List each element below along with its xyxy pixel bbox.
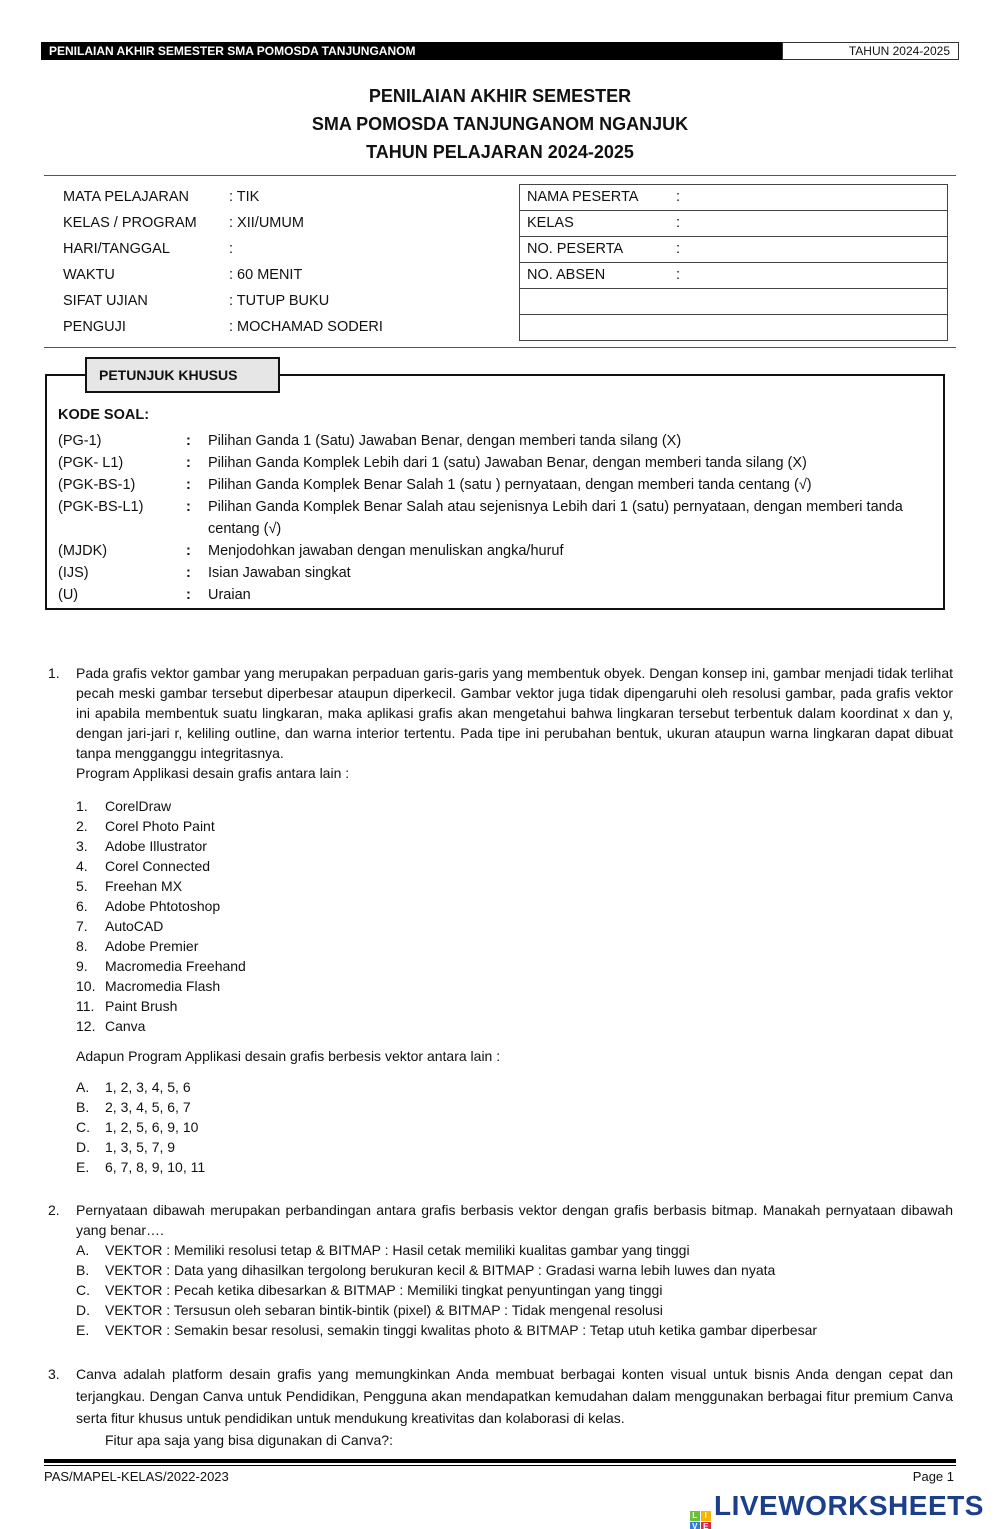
field-colon: : [676,215,681,231]
item-text: 1, 2, 5, 6, 9, 10 [105,1119,199,1135]
item-text: Freehan MX [105,878,183,894]
question-prompt: Adapun Program Applikasi desain grafis berbesis vektor antara lain : [76,1048,501,1064]
list-item [76,896,953,916]
item-text: AutoCAD [105,918,164,934]
list-item [76,916,953,936]
item-text: VEKTOR : Data yang dihasilkan tergolong berukuran kecil & BITMAP : Gradasi warna lebih luwes dan nyata [105,1262,776,1278]
item-marker: C. [76,1119,90,1135]
info-label: WAKTU [63,267,115,283]
participant-absen-field[interactable] [520,263,947,289]
sep: : [186,565,191,581]
list-item [76,816,953,836]
item-marker: E. [76,1159,90,1175]
sep: : [186,433,191,449]
list-item [76,836,953,856]
doc-title-2: SMA POMOSDA TANJUNGANOM NGANJUK [311,114,689,134]
item-marker: 4. [76,858,88,874]
code-text: Pilihan Ganda 1 (Satu) Jawaban Benar, dengan memberi tanda silang (X) [208,433,682,449]
footer-rule [44,1459,956,1463]
item-text: Corel Photo Paint [105,818,215,834]
item-marker: C. [76,1282,90,1298]
field-colon: : [676,189,681,205]
field-colon: : [676,267,681,283]
item-text: 1, 2, 3, 4, 5, 6 [105,1079,191,1095]
answer-options [76,1240,953,1340]
code-text: Isian Jawaban singkat [208,565,351,581]
doc-title-3: TAHUN PELAJARAN 2024-2025 [366,142,634,162]
code: (MJDK) [58,543,108,559]
item-marker: 1. [76,798,88,814]
info-value: : XII/UMUM [229,215,304,231]
code-text: Pilihan Ganda Komplek Benar Salah atau sejenisnya Lebih dari 1 (satu) pernyataan, dengan memberi tanda centang (√) [208,499,903,537]
code-text: Pilihan Ganda Komplek Lebih dari 1 (satu) Jawaban Benar, dengan memberi tanda silang (X) [208,455,807,471]
answer-option[interactable] [76,1260,953,1280]
app-list [76,796,953,1036]
item-text: 1, 3, 5, 7, 9 [105,1139,176,1155]
code-heading: KODE SOAL: [58,407,150,423]
empty-field[interactable] [520,315,947,341]
code: (PG-1) [58,433,102,449]
question-text: Program Applikasi desain grafis antara lain : [76,765,350,781]
logo-letter: E [701,1522,711,1529]
field-colon: : [676,241,681,257]
answer-option[interactable] [76,1077,953,1097]
item-marker: A. [76,1079,90,1095]
item-marker: 3. [76,838,88,854]
answer-option[interactable] [76,1280,953,1300]
list-item [76,1016,953,1036]
item-marker: B. [76,1262,90,1278]
item-text: VEKTOR : Memiliki resolusi tetap & BITMAP : Hasil cetak memiliki kualitas gambar yang tinggi [105,1242,690,1258]
item-marker: D. [76,1139,90,1155]
footer-rule [44,1465,956,1466]
question-2 [48,1200,953,1340]
item-marker: 12. [76,1018,96,1034]
question-text: Pernyataan dibawah merupakan perbandingan antara grafis berbasis vektor dengan grafis berbasis bitmap. Manakah pernyataan dibawah yang benar…. [76,1202,953,1238]
info-label: MATA PELAJARAN [63,189,189,205]
doc-title-1: PENILAIAN AKHIR SEMESTER [368,86,632,106]
logo-squares-icon [690,1511,711,1529]
code: (PGK-BS-L1) [58,499,144,515]
liveworksheets-logo[interactable] [690,1490,984,1529]
item-marker: D. [76,1302,90,1318]
item-text: CorelDraw [105,798,172,814]
participant-name-field[interactable] [520,185,947,211]
item-text: Macromedia Freehand [105,958,246,974]
list-item [76,976,953,996]
item-text: 6, 7, 8, 9, 10, 11 [105,1159,206,1175]
item-marker: 8. [76,938,88,954]
sep: : [186,499,191,515]
sep: : [186,543,191,559]
code: (U) [58,587,79,603]
question-number: 2. [48,1202,60,1218]
footer-page: Page 1 [912,1469,954,1484]
item-text: VEKTOR : Semakin besar resolusi, semakin tinggi kwalitas photo & BITMAP : Tetap utuh ketika gambar diperbesar [105,1322,818,1338]
header-year: TAHUN 2024-2025 [782,42,959,60]
sep: : [186,477,191,493]
field-label: NAMA PESERTA [527,189,639,205]
info-value: : TUTUP BUKU [229,293,330,309]
sep: : [186,587,191,603]
info-value: : [229,241,234,257]
question-3 [48,1363,953,1451]
logo-letter: V [690,1522,700,1529]
code-text: Menjodohkan jawaban dengan menuliskan angka/huruf [208,543,564,559]
empty-field[interactable] [520,289,947,315]
code: (IJS) [58,565,89,581]
item-marker: 11. [76,998,95,1014]
list-item [76,956,953,976]
item-text: Corel Connected [105,858,211,874]
item-text: Paint Brush [105,998,178,1014]
question-1 [48,663,953,1177]
item-text: Macromedia Flash [105,978,221,994]
item-marker: 9. [76,958,88,974]
item-text: VEKTOR : Pecah ketika dibesarkan & BITMAP : Memiliki tingkat penyuntingan yang tinggi [105,1282,663,1298]
answer-options [76,1077,953,1177]
info-label: KELAS / PROGRAM [63,215,197,231]
divider [44,175,956,176]
item-marker: 2. [76,818,88,834]
code: (PGK-BS-1) [58,477,136,493]
item-text: Adobe Premier [105,938,199,954]
info-value: : 60 MENIT [229,267,303,283]
header-bar-title: PENILAIAN AKHIR SEMESTER SMA POMOSDA TANJUNGANOM [41,42,782,60]
code: (PGK- L1) [58,455,124,471]
field-label: NO. PESERTA [527,241,624,257]
item-marker: 7. [76,918,88,934]
item-text: 2, 3, 4, 5, 6, 7 [105,1099,191,1115]
question-text: Pada grafis vektor gambar yang merupakan perpaduan garis-garis yang membentuk obyek. Dengan konsep ini, gambar menjadi tidak terlihat pecah meski gambar tersebut diperbesar ataupun diperkecil. Gambar vektor juga tidak dipengaruhi oleh resolusi gambar, pada grafis vektor ini apabila membentuk suatu lingkaran, maka aplikasi grafis akan mengetahui bahwa lingkaran tersebut terbentuk dalam koordinat x dan y, dengan jari-jari r, keliling outline, dan warna interior tertentu. Pada tipe ini perubahan bentuk, ukuran ataupun warna lingkaran dapat dibuat tanpa mengganggu integritasnya. [76,665,953,761]
code-text: Uraian [208,587,251,603]
item-marker: 6. [76,898,88,914]
answer-option[interactable] [76,1240,953,1260]
item-text: VEKTOR : Tersusun oleh sebaran bintik-bintik (pixel) & BITMAP : Tidak mengenal resolusi [105,1302,663,1318]
info-label: PENGUJI [63,319,126,335]
question-subprompt: Fitur apa saja yang bisa digunakan di Canva?: [105,1432,393,1448]
info-label: SIFAT UJIAN [63,293,148,309]
item-marker: E. [76,1322,90,1338]
footer-code: PAS/MAPEL-KELAS/2022-2023 [44,1469,229,1484]
answer-option[interactable] [76,1117,953,1137]
answer-option[interactable] [76,1097,953,1117]
item-text: Adobe Phtotoshop [105,898,221,914]
code-text: Pilihan Ganda Komplek Benar Salah 1 (satu ) pernyataan, dengan memberi tanda centang (√) [208,477,812,493]
logo-letter: I [701,1511,711,1521]
info-label: HARI/TANGGAL [63,241,170,257]
item-text: Adobe Illustrator [105,838,207,854]
info-value: : MOCHAMAD SODERI [229,319,383,335]
list-item [76,876,953,896]
answer-option[interactable] [76,1137,953,1157]
item-marker: 5. [76,878,88,894]
answer-option[interactable] [76,1320,953,1340]
list-item [76,796,953,816]
participant-number-field[interactable] [520,237,947,263]
question-text: Canva adalah platform desain grafis yang memungkinkan Anda membuat berbagai konten visual untuk bisnis Anda dengan cepat dan terjangkau. Dengan Canva untuk Pendidikan, Pengguna akan mendapatkan kemudahan dalam menggunakan berbagai fitur premium Canva serta fitur khusus untuk pendidikan untuk mendukung kreativitas dan kolaborasi di kelas. [76,1366,953,1426]
field-label: NO. ABSEN [527,267,606,283]
logo-letter: L [690,1511,700,1521]
participant-table [519,184,948,341]
sep: : [186,455,191,471]
question-number: 1. [48,665,60,681]
divider [44,347,956,348]
answer-option[interactable] [76,1157,953,1177]
answer-option[interactable] [76,1300,953,1320]
item-text: Canva [105,1018,146,1034]
question-number: 3. [48,1366,60,1382]
participant-class-field[interactable] [520,211,947,237]
list-item [76,936,953,956]
instructions-tab: PETUNJUK KHUSUS [85,357,280,393]
info-value: : TIK [229,189,260,205]
logo-text: LIVEWORKSHEETS [714,1490,984,1521]
list-item [76,996,953,1016]
field-label: KELAS [527,215,574,231]
item-marker: B. [76,1099,90,1115]
item-marker: A. [76,1242,90,1258]
item-marker: 10. [76,978,96,994]
list-item [76,856,953,876]
